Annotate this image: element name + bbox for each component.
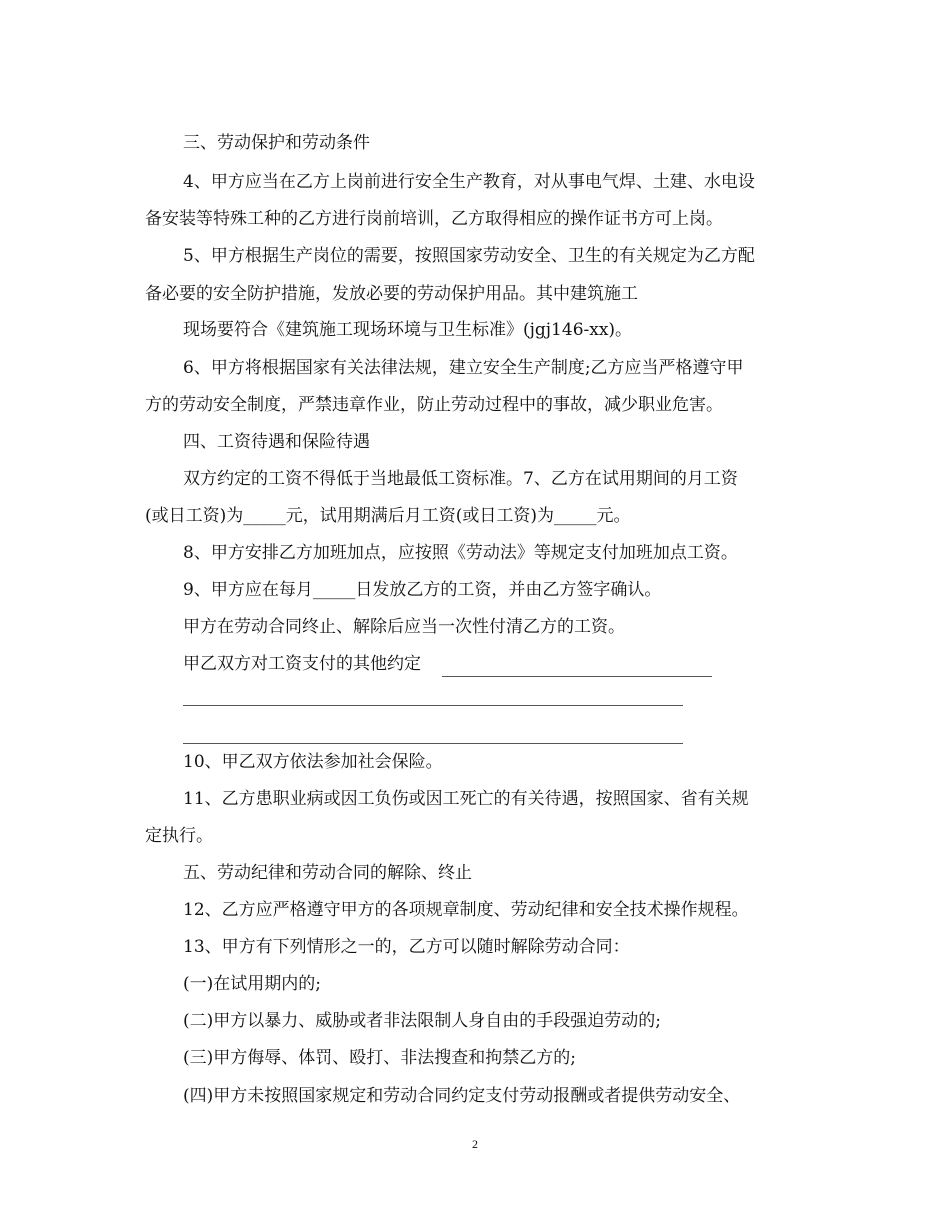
other-wage-agreement-label: 甲乙双方对工资支付的其他约定 — [183, 654, 421, 674]
clause-9: 9、甲方应在每月_____日发放乙方的工资，并由乙方签字确认。 — [183, 580, 662, 600]
clause-6-line-2: 方的劳动安全制度，严禁违章作业，防止劳动过程中的事故，减少职业危害。 — [145, 395, 723, 415]
clause-5-line-1: 5、甲方根据生产岗位的需要，按照国家劳动安全、卫生的有关规定为乙方配 — [183, 246, 755, 266]
clause-5-line-2: 备必要的安全防护措施，发放必要的劳动保护用品。其中建筑施工 — [145, 284, 638, 304]
clause-6-line-1: 6、甲方将根据国家有关法律法规，建立安全生产制度;乙方应当严格遵守甲 — [183, 358, 744, 378]
clause-4-line-2: 备安装等特殊工种的乙方进行岗前培训，乙方取得相应的操作证书方可上岗。 — [145, 209, 723, 229]
clause-11-line-2: 定执行。 — [145, 826, 213, 846]
wage-settlement: 甲方在劳动合同终止、解除后应当一次性付清乙方的工资。 — [183, 617, 625, 637]
other-wage-agreement-blank-3 — [183, 743, 683, 744]
clause-7-line-2: (或日工资)为_____元，试用期满后月工资(或日工资)为_____元。 — [145, 506, 631, 526]
section-heading-3: 三、劳动保护和劳动条件 — [183, 133, 370, 153]
other-wage-agreement-blank-1 — [442, 676, 712, 677]
page-number: 2 — [472, 1137, 478, 1151]
clause-13: 13、甲方有下列情形之一的，乙方可以随时解除劳动合同： — [183, 937, 630, 957]
section-heading-4: 四、工资待遇和保险待遇 — [183, 432, 370, 452]
clause-11-line-1: 11、乙方患职业病或因工负伤或因工死亡的有关待遇，按照国家、省有关规 — [183, 789, 749, 809]
clause-13-item-3: (三)甲方侮辱、体罚、殴打、非法搜查和拘禁乙方的; — [183, 1048, 576, 1068]
clause-7-line-1: 双方约定的工资不得低于当地最低工资标准。7、乙方在试用期间的月工资 — [183, 469, 738, 489]
other-wage-agreement-blank-2 — [183, 705, 683, 706]
clause-10: 10、甲乙双方依法参加社会保险。 — [183, 752, 443, 772]
clause-5-line-3: 现场要符合《建筑施工现场环境与卫生标准》(jgj146-xx)。 — [183, 320, 633, 340]
clause-12: 12、乙方应严格遵守甲方的各项规章制度、劳动纪律和安全技术操作规程。 — [183, 900, 749, 920]
section-heading-5: 五、劳动纪律和劳动合同的解除、终止 — [183, 863, 472, 883]
clause-13-item-2: (二)甲方以暴力、威胁或者非法限制人身自由的手段强迫劳动的; — [183, 1011, 661, 1031]
clause-4-line-1: 4、甲方应当在乙方上岗前进行安全生产教育，对从事电气焊、土建、水电设 — [183, 172, 755, 192]
clause-13-item-1: (一)在试用期内的; — [183, 974, 321, 994]
clause-13-item-4: (四)甲方未按照国家规定和劳动合同约定支付劳动报酬或者提供劳动安全、 — [183, 1086, 741, 1106]
clause-8: 8、甲方安排乙方加班加点，应按照《劳动法》等规定支付加班加点工资。 — [183, 543, 738, 563]
